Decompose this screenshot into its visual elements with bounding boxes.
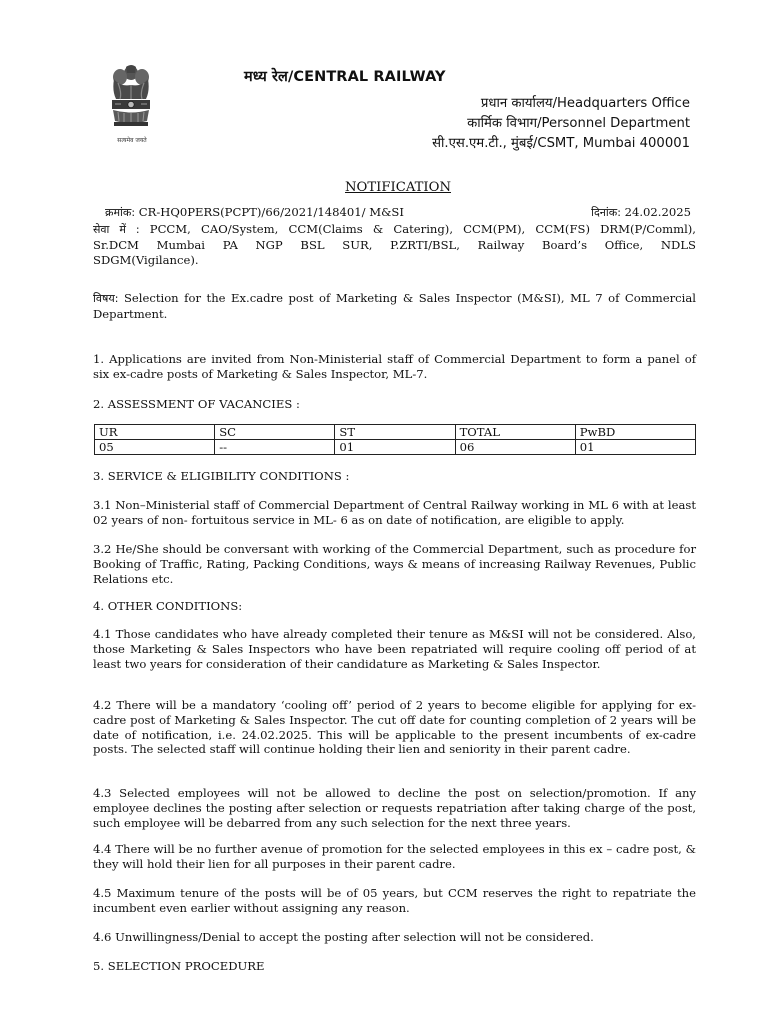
to-label: सेवा में : <box>93 223 140 236</box>
ref-number: CR-HQ0PERS(PCPT)/66/2021/148401/ M&SI <box>138 205 404 219</box>
table-cell: 05 <box>95 440 215 455</box>
paragraph-4-5: 4.5 Maximum tenure of the posts will be of 05 years, but CCM reserves the right to repatriate the incumbent even earlier without assigning any reason. <box>93 886 696 915</box>
office-address <box>432 94 690 154</box>
subject-text: Selection for the Ex.cadre post of Marketing & Sales Inspector (M&SI), ML 7 of Commercial Department. <box>93 291 696 321</box>
heading-selection-procedure: 5. SELECTION PROCEDURE <box>93 959 265 973</box>
to-line-2: Sr.DCM Mumbai PA NGP BSL SUR, P.ZRTI/BSL, Railway Board’s Office, NDLS <box>93 237 696 252</box>
table-cell: 06 <box>455 440 575 455</box>
table-header-cell: ST <box>335 425 455 440</box>
heading-eligibility: 3. SERVICE & ELIGIBILITY CONDITIONS : <box>93 469 350 483</box>
vacancy-table <box>94 424 696 455</box>
paragraph-3-2: 3.2 He/She should be conversant with working of the Commercial Department, such as procedure for Booking of Traffic, Rating, Packing Conditions, ways & means of increasing Railway Revenues, Public Relations etc. <box>93 542 696 586</box>
notification-date: 24.02.2025 <box>624 205 691 219</box>
office-line-address: सी.एस.एम.टी., मुंबई/CSMT, Mumbai 400001 <box>432 136 690 151</box>
emblem-motto: सत्यमेव जयते <box>117 137 147 144</box>
paragraph-4-6: 4.6 Unwillingness/Denial to accept the posting after selection will not be considered. <box>93 930 594 944</box>
table-header-cell: SC <box>215 425 335 440</box>
table-header-row <box>95 425 696 440</box>
page-title: NOTIFICATION <box>345 180 451 195</box>
table-row <box>95 440 696 455</box>
table-cell: 01 <box>575 440 695 455</box>
paragraph-1: 1. Applications are invited from Non-Ministerial staff of Commercial Department to form a panel of six ex-cadre posts of Marketing & Sales Inspector, ML-7. <box>93 352 696 381</box>
table-cell: -- <box>215 440 335 455</box>
office-line-dept: कार्मिक विभाग/Personnel Department <box>467 116 690 131</box>
national-emblem-icon <box>106 63 156 147</box>
date-label: दिनांक: <box>591 206 621 219</box>
reference-row <box>105 205 691 220</box>
paragraph-4-4: 4.4 There will be no further avenue of promotion for the selected employees in this ex – cadre post, & they will hold their lien for all purposes in their parent cadre. <box>93 842 696 871</box>
paragraph-4-3: 4.3 Selected employees will not be allowed to decline the post on selection/promotion. If any employee declines the posting after selection or requests repatriation after taking charge of the post, such employee will be debarred from any such selection for the next three years. <box>93 786 696 830</box>
paragraph-3-1: 3.1 Non–Ministerial staff of Commercial Department of Central Railway working in ML 6 with at least 02 years of non- fortuitous service in ML- 6 as on date of notification, are eligible to apply. <box>93 498 696 527</box>
organization-name: मध्य रेल/CENTRAL RAILWAY <box>244 69 446 85</box>
subject-label: विषय: <box>93 292 119 305</box>
table-cell: 01 <box>335 440 455 455</box>
table-header-cell: PwBD <box>575 425 695 440</box>
addressees <box>93 222 696 267</box>
paragraph-4-1: 4.1 Those candidates who have already completed their tenure as M&SI will not be considered. Also, those Marketing & Sales Inspectors who have been repatriated will require cooling off period of at least two years for consideration of their candidature as Marketing & Sales Inspector. <box>93 627 696 671</box>
ref-label: क्रमांक: <box>105 206 136 219</box>
office-line-hq: प्रधान कार्यालय/Headquarters Office <box>480 96 690 111</box>
table-header-cell: TOTAL <box>455 425 575 440</box>
to-line-3: SDGM(Vigilance). <box>93 252 199 267</box>
subject <box>93 291 696 322</box>
paragraph-4-2: 4.2 There will be a mandatory ‘cooling off’ period of 2 years to become eligible for applying for ex-cadre post of Marketing & Sales Inspector. The cut off date for counting completion of 2 years will be date of notification, i.e. 24.02.2025. This will be applicable to the present incumbents of ex-cadre posts. The selected staff will continue holding their lien and seniority in their parent cadre. <box>93 698 696 757</box>
heading-other-conditions: 4. OTHER CONDITIONS: <box>93 599 243 613</box>
table-header-cell: UR <box>95 425 215 440</box>
heading-assessment: 2. ASSESSMENT OF VACANCIES : <box>93 397 300 411</box>
to-line-1: PCCM, CAO/System, CCM(Claims & Catering), CCM(PM), CCM(FS) DRM(P/Comml), <box>149 222 696 236</box>
